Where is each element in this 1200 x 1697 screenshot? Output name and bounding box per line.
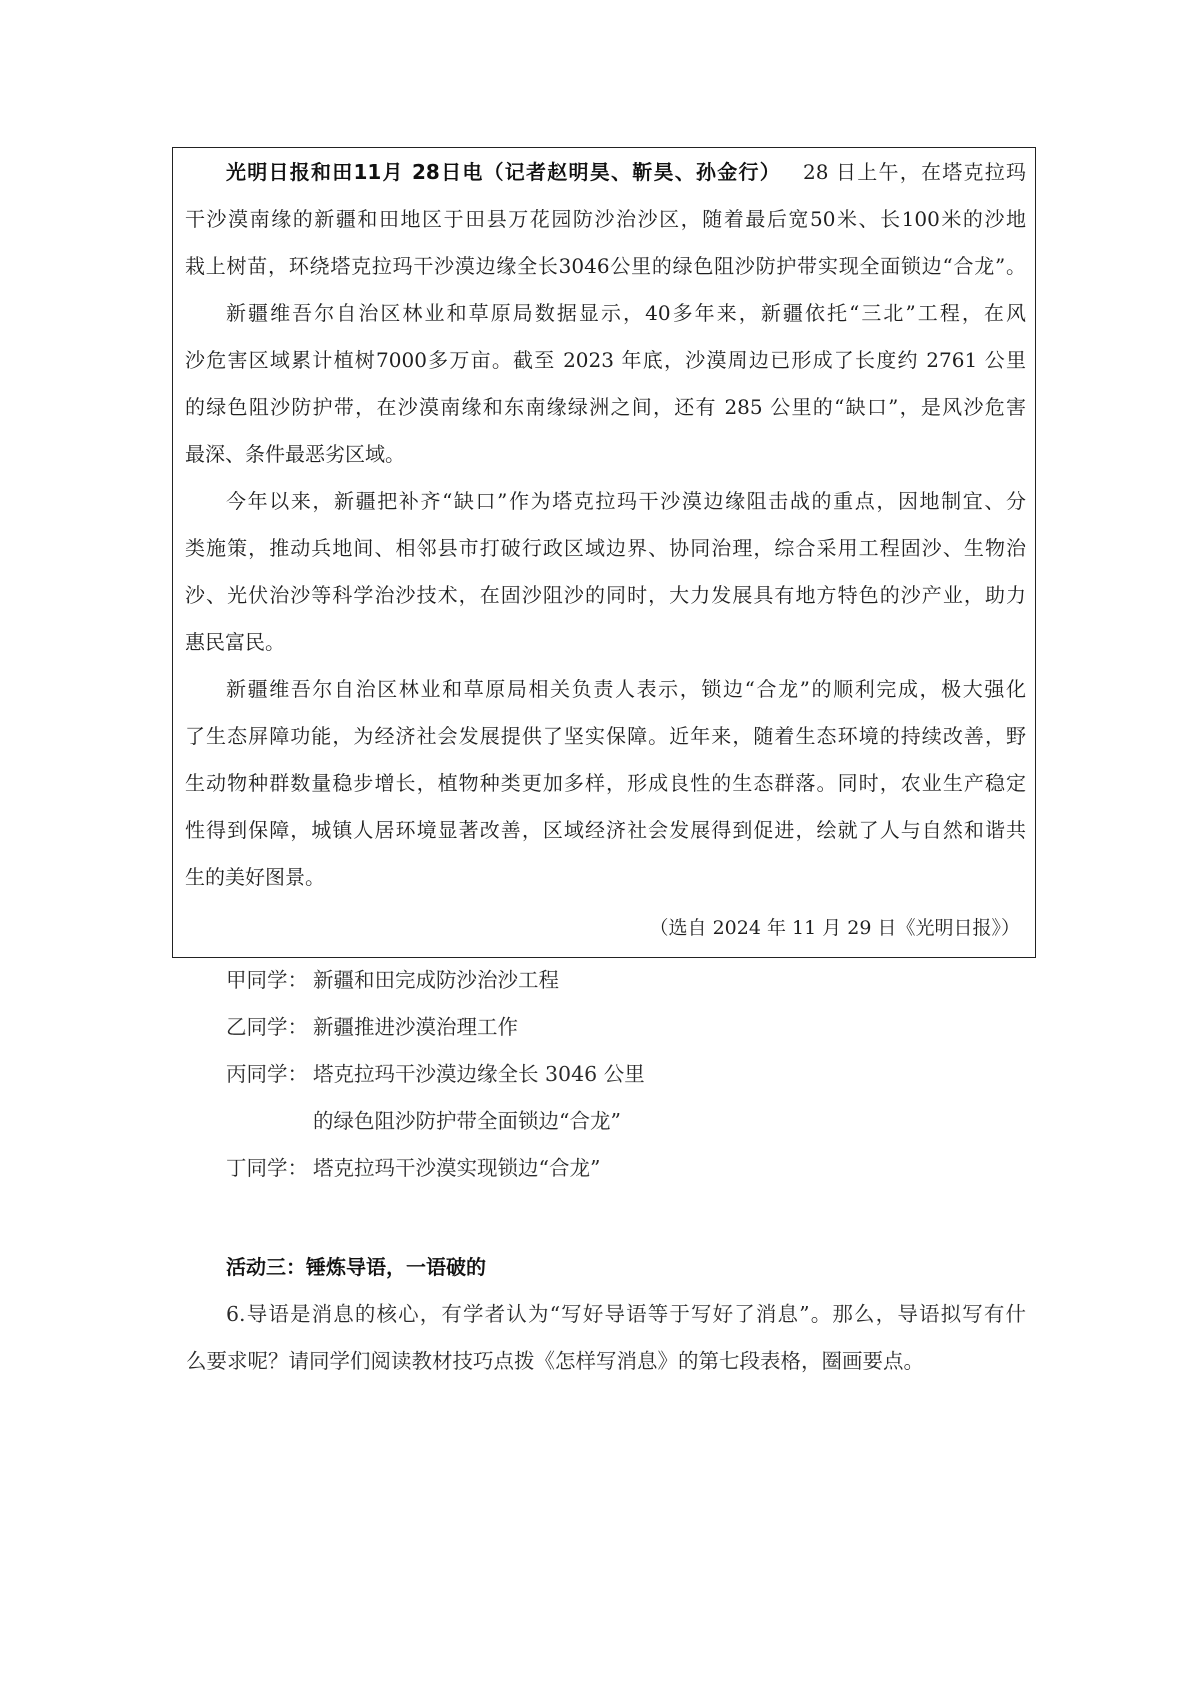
news-article-box [172,147,1036,958]
article-paragraph [185,149,1026,290]
article-line: 最深、条件最恶劣区域。 [185,442,405,466]
headline-label: 乙同学： [226,1015,308,1039]
headline-item [226,957,645,1004]
headline-item [226,1145,645,1192]
article-line: 栽上树苗，环绕塔克拉玛干沙漠边缘全长3046公里的绿色阻沙防护带实现全面锁边“合龙”。 [185,254,1026,278]
article-line: 沙危害区域累计植树7000多万亩。截至 2023 年底，沙漠周边已形成了长度约 2761 公里 [185,348,1026,372]
headline-continuation: 的绿色阻沙防护带全面锁边“合龙” [313,1109,621,1133]
headline-item [226,1051,645,1098]
question-line: 么要求呢？请同学们阅读教材技巧点拨《怎样写消息》的第七段表格，圈画要点。 [186,1349,924,1373]
article-line: 的绿色阻沙防护带，在沙漠南缘和东南缘绿洲之间，还有 285 公里的“缺口”，是风沙危害 [185,395,1026,419]
article-line: 今年以来，新疆把补齐“缺口”作为塔克拉玛干沙漠边缘阻击战的重点，因地制宜、分 [226,489,1026,513]
headline-text: 新疆推进沙漠治理工作 [313,1015,518,1039]
article-line: 生的美好图景。 [185,865,325,889]
question-line: 6.导语是消息的核心，有学者认为“写好导语等于写好了消息”。那么，导语拟写有什 [226,1302,1026,1326]
article-line: 干沙漠南缘的新疆和田地区于田县万花园防沙治沙区，随着最后宽50米、长100米的沙地 [185,207,1026,231]
activity-title: 活动三：锤炼导语，一语破的 [226,1255,486,1279]
article-paragraph [185,478,1026,666]
article-line [185,149,1026,196]
student-headlines [226,957,645,1192]
article-line: 生动物种群数量稳步增长，植物种类更加多样，形成良性的生态群落。同时，农业生产稳定 [185,771,1026,795]
headline-text: 塔克拉玛干沙漠边缘全长 3046 公里 [313,1062,645,1086]
question-6 [186,1291,1026,1385]
article-dateline: 光明日报和田11月 28日电（记者赵明昊、靳昊、孙金行） [226,160,781,184]
article-paragraph [185,666,1026,901]
article-line: 新疆维吾尔自治区林业和草原局数据显示，40多年来，新疆依托“三北”工程，在风 [226,301,1026,325]
article-line: 新疆维吾尔自治区林业和草原局相关负责人表示，锁边“合龙”的顺利完成，极大强化 [226,677,1026,701]
article-line: 沙、光伏治沙等科学治沙技术，在固沙阻沙的同时，大力发展具有地方特色的沙产业，助力 [185,583,1026,607]
article-line: 类施策，推动兵地间、相邻县市打破行政区域边界、协同治理，综合采用工程固沙、生物治 [185,536,1026,560]
article-source: （选自 2024 年 11 月 29 日《光明日报》） [649,917,1020,939]
headline-label: 甲同学： [226,968,308,992]
headline-text: 塔克拉玛干沙漠实现锁边“合龙” [313,1156,601,1180]
article-line: 了生态屏障功能，为经济社会发展提供了坚实保障。近年来，随着生态环境的持续改善，野 [185,724,1026,748]
article-line: 性得到保障，城镇人居环境显著改善，区域经济社会发展得到促进，绘就了人与自然和谐共 [185,818,1026,842]
headline-text: 新疆和田完成防沙治沙工程 [313,968,559,992]
headline-label: 丙同学： [226,1062,308,1086]
article-paragraph [185,290,1026,478]
article-line-text: 28 日上午，在塔克拉玛 [802,160,1026,184]
headline-item [226,1004,645,1051]
headline-label: 丁同学： [226,1156,308,1180]
article-line: 惠民富民。 [185,630,285,654]
